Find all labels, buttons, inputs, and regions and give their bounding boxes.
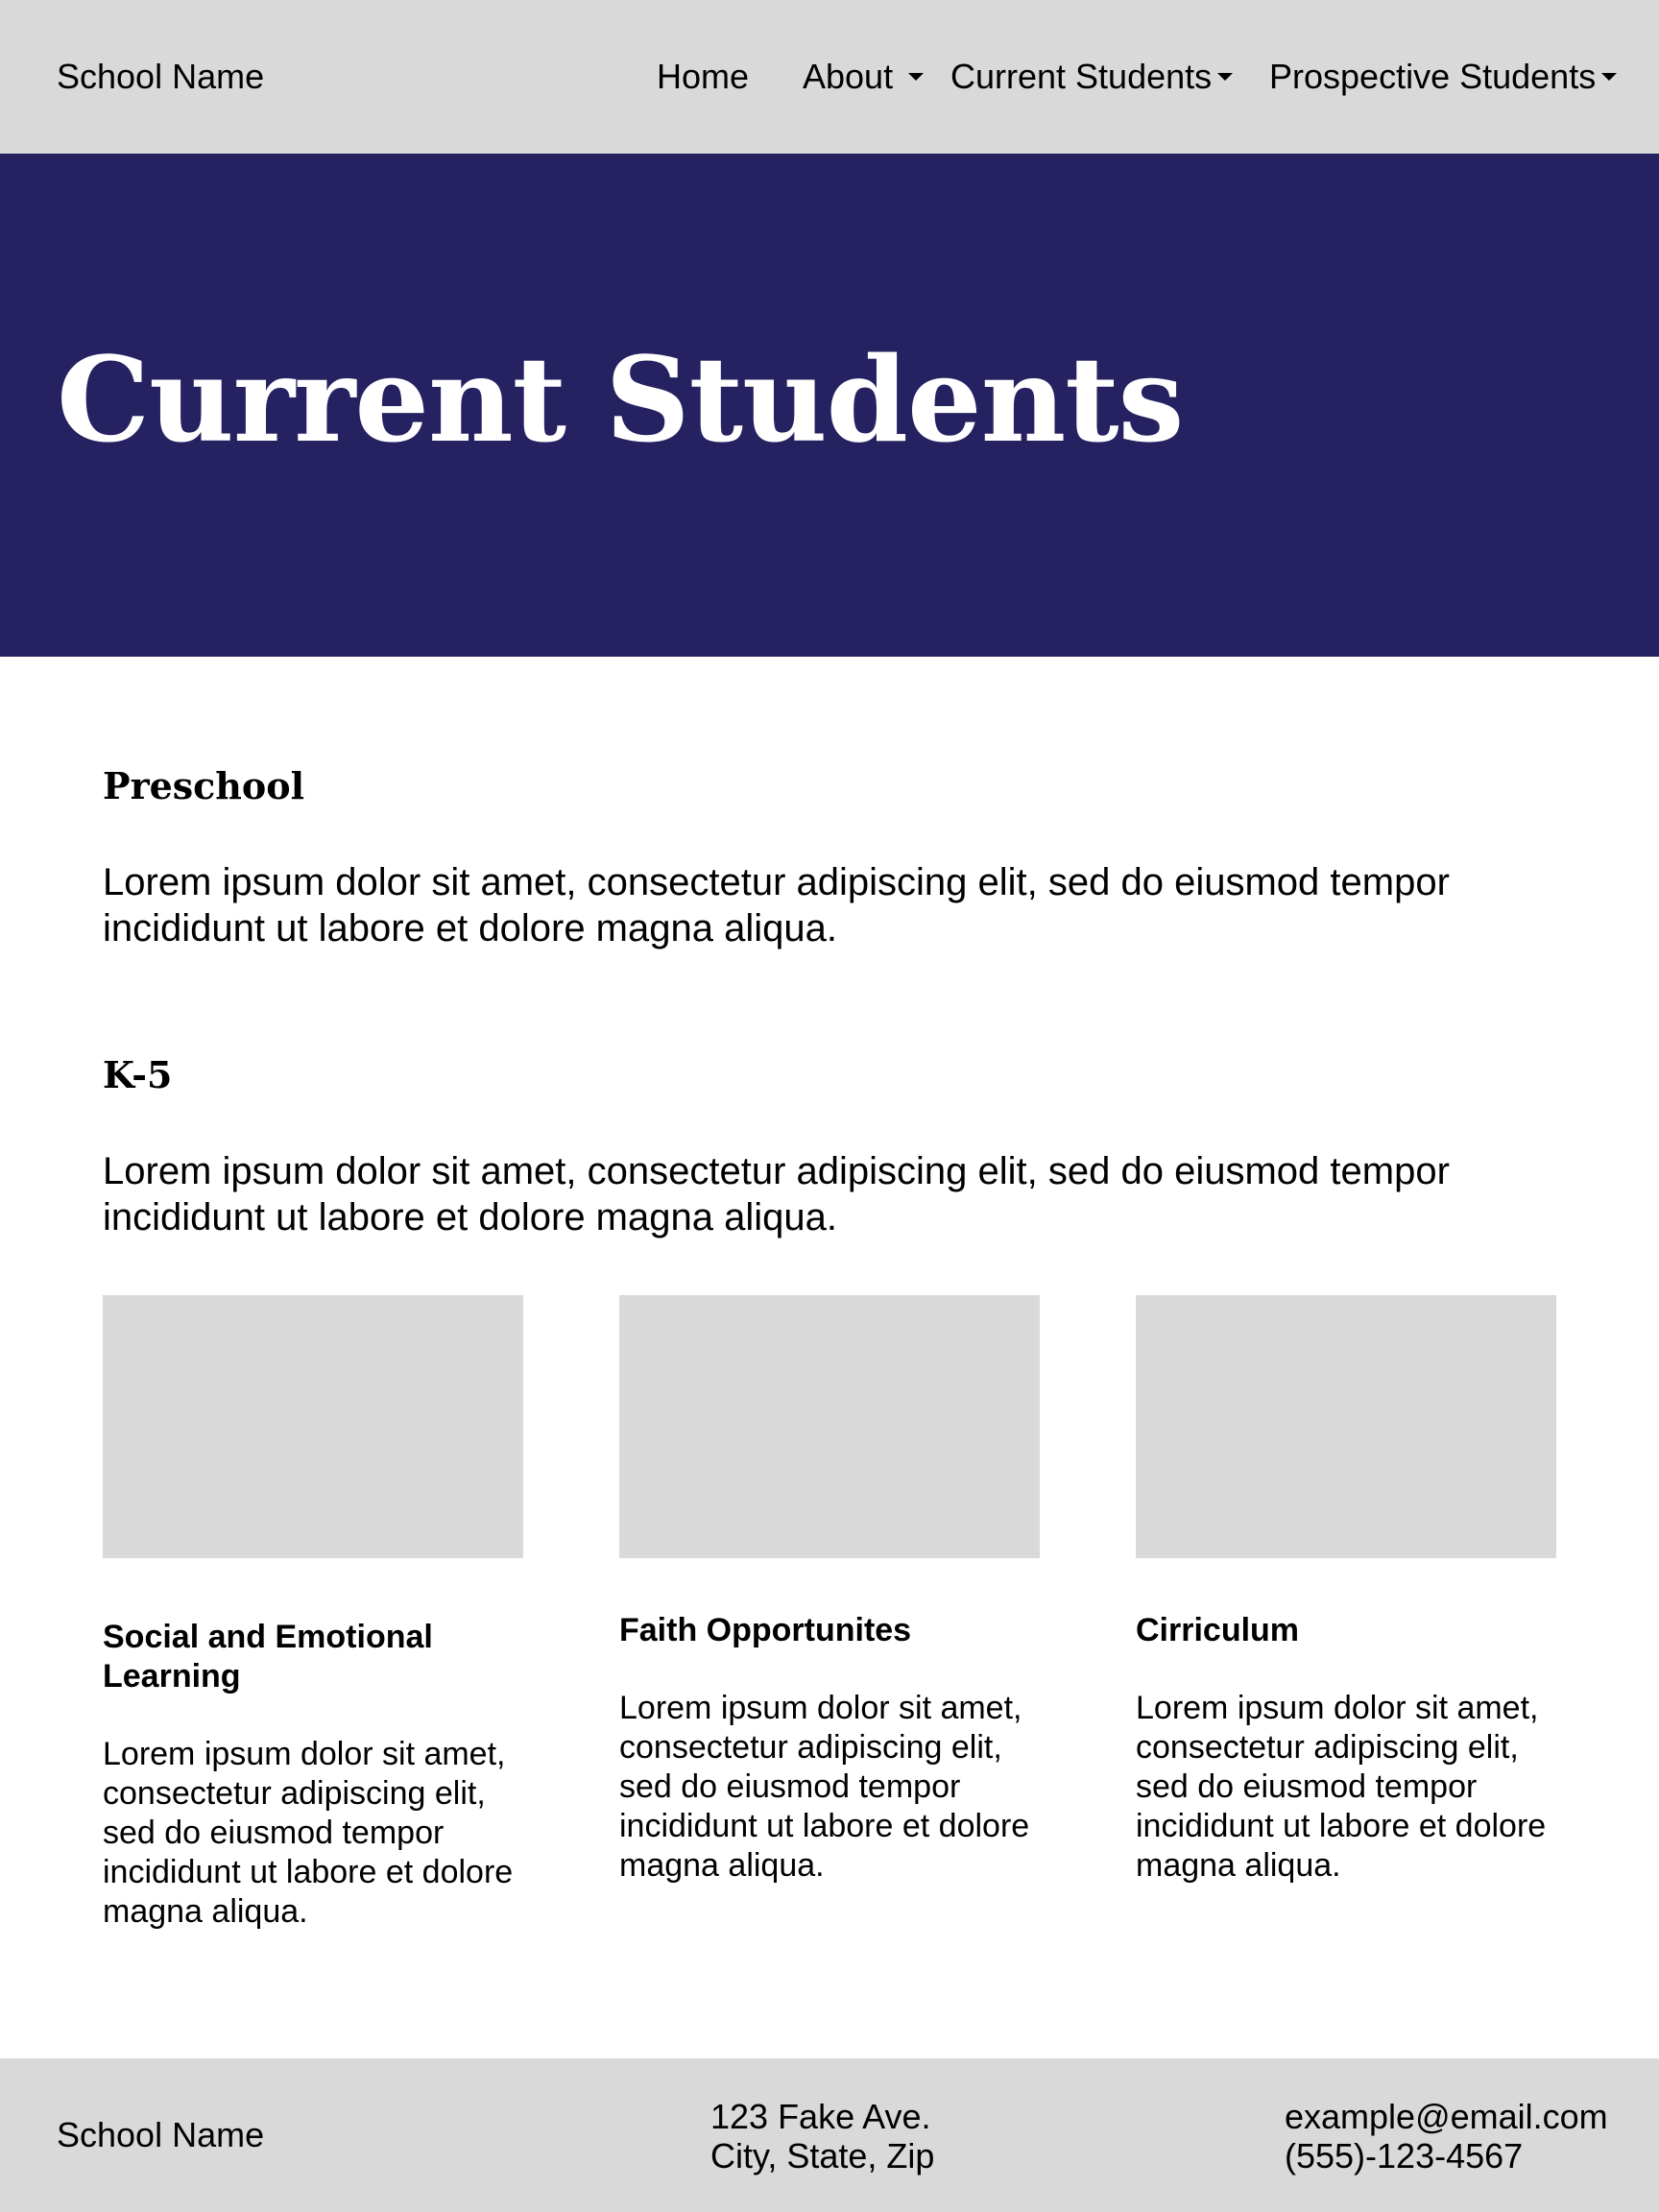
card-title: Cirriculum [1136, 1612, 1300, 1648]
card-body: Lorem ipsum dolor sit amet, consectetur adipiscing elit, sed do eiusmod tempor incididunt ut labore et dolore magna aliqua. [619, 1690, 1030, 1884]
section-heading-k5: K-5 [103, 1053, 173, 1096]
section-heading-preschool: Preschool [103, 764, 305, 807]
card-body: Lorem ipsum dolor sit amet, consectetur adipiscing elit, sed do eiusmod tempor incididunt ut labore et dolore magna aliqua. [1136, 1690, 1547, 1884]
footer-address-line1: 123 Fake Ave. [710, 2097, 931, 2136]
hero-banner [0, 154, 1659, 657]
chevron-down-icon [1601, 73, 1617, 81]
nav-item-prospective-students-label: Prospective Students [1269, 57, 1597, 96]
top-navigation-bar [0, 0, 1659, 154]
card-title: Faith Opportunites [619, 1612, 912, 1648]
footer-address [710, 2097, 934, 2176]
school-name-logo[interactable]: School Name [57, 57, 265, 96]
nav-item-about[interactable] [803, 56, 924, 98]
nav-item-current-students-label: Current Students [950, 57, 1213, 96]
chevron-down-icon [1217, 73, 1233, 81]
chevron-down-icon [908, 73, 924, 81]
section-body-preschool: Lorem ipsum dolor sit amet, consectetur adipiscing elit, sed do eiusmod tempor incididunt ut labore et dolore magna aliqua. [103, 861, 1450, 950]
nav-item-home[interactable] [657, 56, 749, 98]
footer-phone: (555)-123-4567 [1285, 2136, 1524, 2176]
nav-item-about-label: About [803, 57, 894, 96]
card-image-placeholder [619, 1295, 1040, 1558]
page-footer [0, 2058, 1659, 2212]
section-body-k5: Lorem ipsum dolor sit amet, consectetur adipiscing elit, sed do eiusmod tempor incididunt ut labore et dolore magna aliqua. [103, 1150, 1450, 1238]
page-title: Current Students [57, 330, 1184, 469]
footer-address-line2: City, State, Zip [710, 2136, 935, 2176]
footer-email-link[interactable]: example@email.com [1285, 2097, 1608, 2136]
footer-school-name: School Name [57, 2115, 265, 2154]
card-image-placeholder [103, 1295, 523, 1558]
card-curriculum [1136, 1295, 1556, 1886]
card-faith-opportunities [619, 1295, 1040, 1886]
card-body: Lorem ipsum dolor sit amet, consectetur adipiscing elit, sed do eiusmod tempor incididunt ut labore et dolore magna aliqua. [103, 1736, 514, 1930]
card-image-placeholder [1136, 1295, 1556, 1558]
nav-item-prospective-students[interactable] [1269, 56, 1617, 98]
footer-contact [1285, 2097, 1608, 2176]
nav-item-home-label: Home [657, 57, 750, 96]
nav-item-current-students[interactable] [950, 56, 1233, 98]
card-social-emotional-learning [103, 1295, 523, 1932]
card-title: Social and Emotional Learning [103, 1619, 433, 1695]
